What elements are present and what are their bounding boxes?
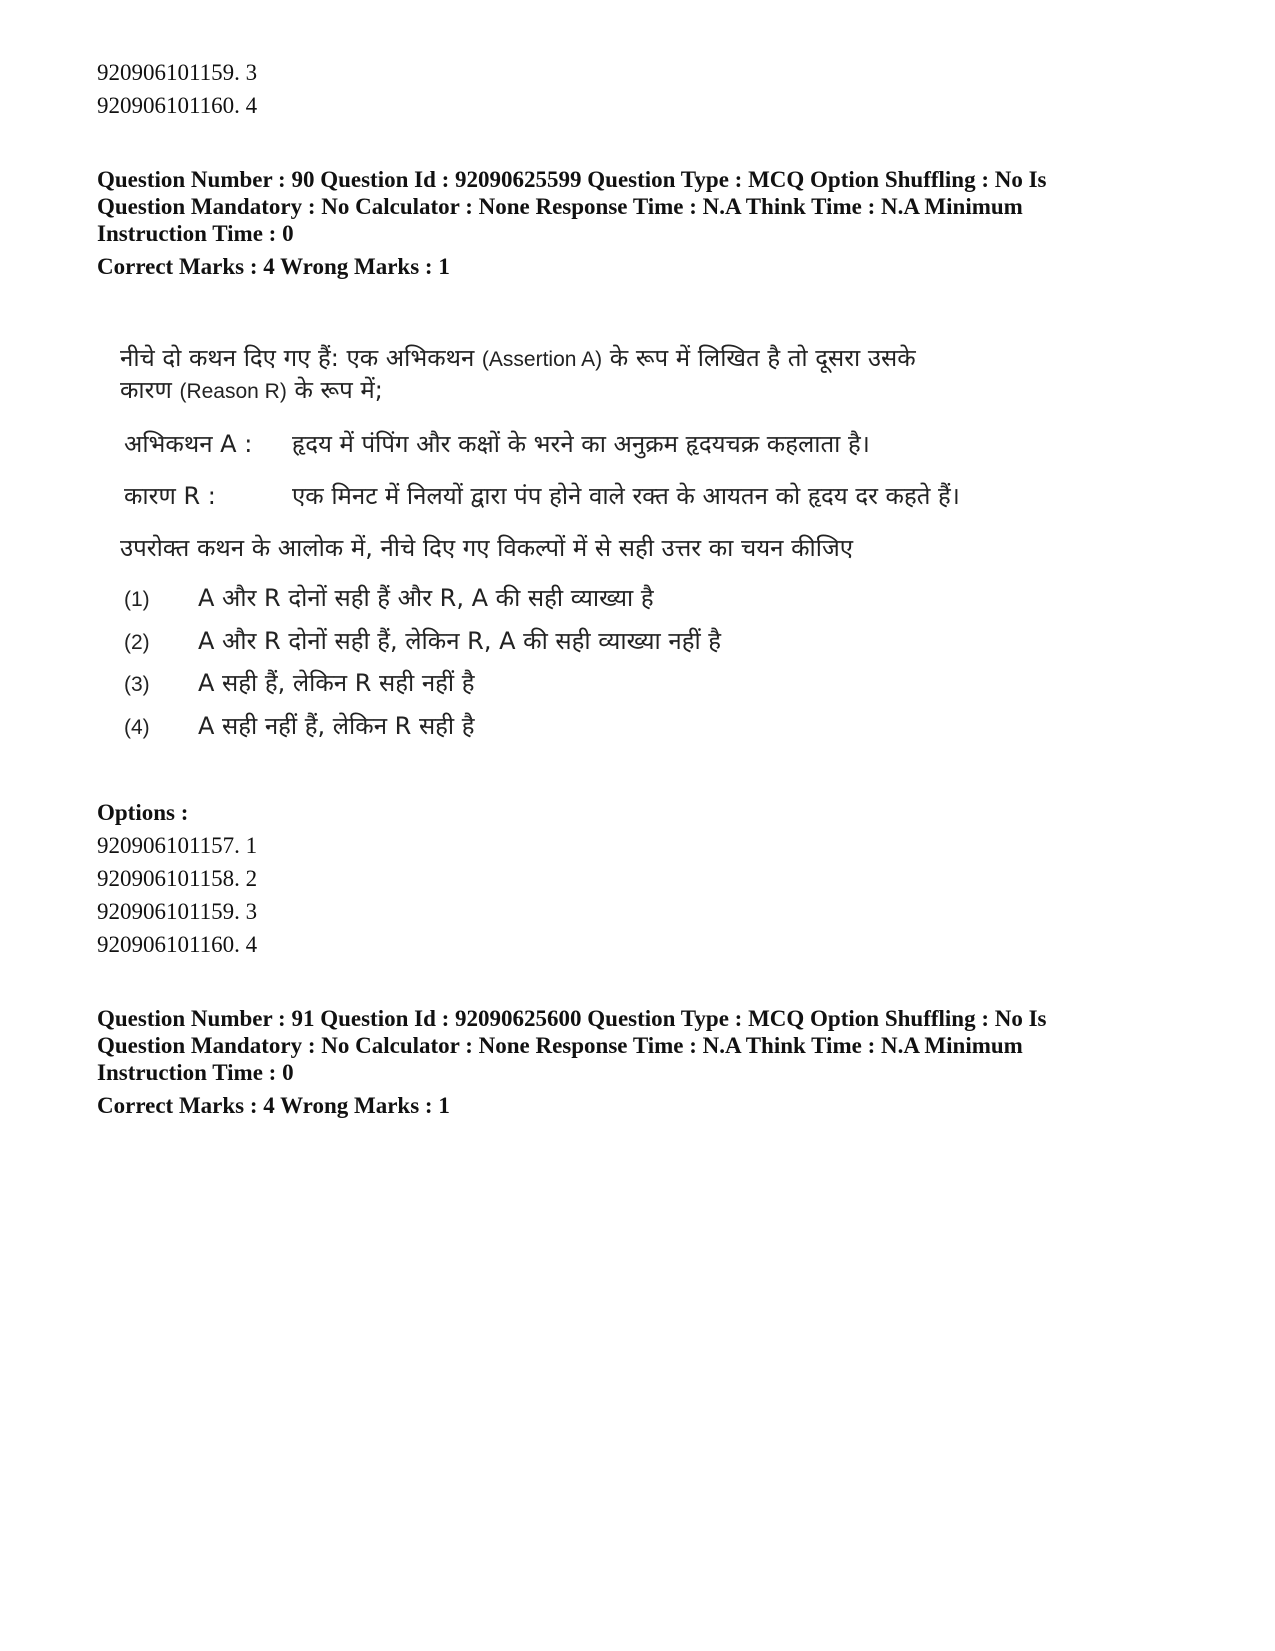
q90-intro-line2 [120,374,383,408]
q90-choice-text: A और R दोनों सही हैं, लेकिन R, A की सही व्याख्या नहीं है [198,627,722,655]
q90-intro-line1-b: के रूप में लिखित है तो दूसरा उसके [602,344,916,372]
q90-choice-num: (4) [124,716,150,739]
q90-choice-num: (1) [124,588,150,611]
q90-header-line1: Question Number : 90 Question Id : 92090625599 Question Type : MCQ Option Shuffling : No Is [97,167,1047,192]
q90-option: 920906101160. 4 [97,932,258,957]
q90-choice-num: (3) [124,673,150,696]
q90-choice-text: A और R दोनों सही हैं और R, A की सही व्याख्या है [198,584,654,612]
q90-header-line3: Instruction Time : 0 [97,221,294,246]
q90-intro-line1-a: नीचे दो कथन दिए गए हैं: एक अभिकथन [120,344,482,372]
q90-intro-line1 [120,342,916,376]
q90-intro-line2-latin: (Reason R) [179,380,287,403]
prev-option-4: 920906101160. 4 [97,93,258,118]
q90-intro-line1-latin: (Assertion A) [481,348,603,371]
q90-instruction: उपरोक्त कथन के आलोक में, नीचे दिए गए विकल्पों में से सही उत्तर का चयन कीजिए [120,534,854,562]
q90-intro-line2-b: के रूप में; [286,376,383,404]
q90-reason-label: कारण R : [124,482,216,510]
q90-assertion-text: हृदय में पंपिंग और कक्षों के भरने का अनुक्रम हृदयचक्र कहलाता है। [292,430,870,458]
q90-reason-text: एक मिनट में निलयों द्वारा पंप होने वाले रक्त के आयतन को हृदय दर कहते हैं। [292,482,960,510]
q91-marks: Correct Marks : 4 Wrong Marks : 1 [97,1093,450,1118]
q90-option: 920906101159. 3 [97,899,258,924]
q90-intro-line2-a: कारण [120,376,180,404]
prev-option-3: 920906101159. 3 [97,60,258,85]
q91-header-line1: Question Number : 91 Question Id : 92090625600 Question Type : MCQ Option Shuffling : No Is [97,1006,1047,1031]
q90-choice-text: A सही हैं, लेकिन R सही नहीं है [198,669,475,697]
q90-header-line2: Question Mandatory : No Calculator : None Response Time : N.A Think Time : N.A Minimum [97,194,1023,219]
q91-header-line3: Instruction Time : 0 [97,1060,294,1085]
q91-header-line2: Question Mandatory : No Calculator : None Response Time : N.A Think Time : N.A Minimum [97,1033,1023,1058]
q90-choice-text: A सही नहीं हैं, लेकिन R सही है [198,712,475,740]
q90-assertion-label: अभिकथन A : [124,430,253,458]
q90-option: 920906101157. 1 [97,833,258,858]
q90-choice-num: (2) [124,631,150,654]
q90-option: 920906101158. 2 [97,866,258,891]
q90-options-label: Options : [97,800,189,825]
q90-marks: Correct Marks : 4 Wrong Marks : 1 [97,254,450,279]
